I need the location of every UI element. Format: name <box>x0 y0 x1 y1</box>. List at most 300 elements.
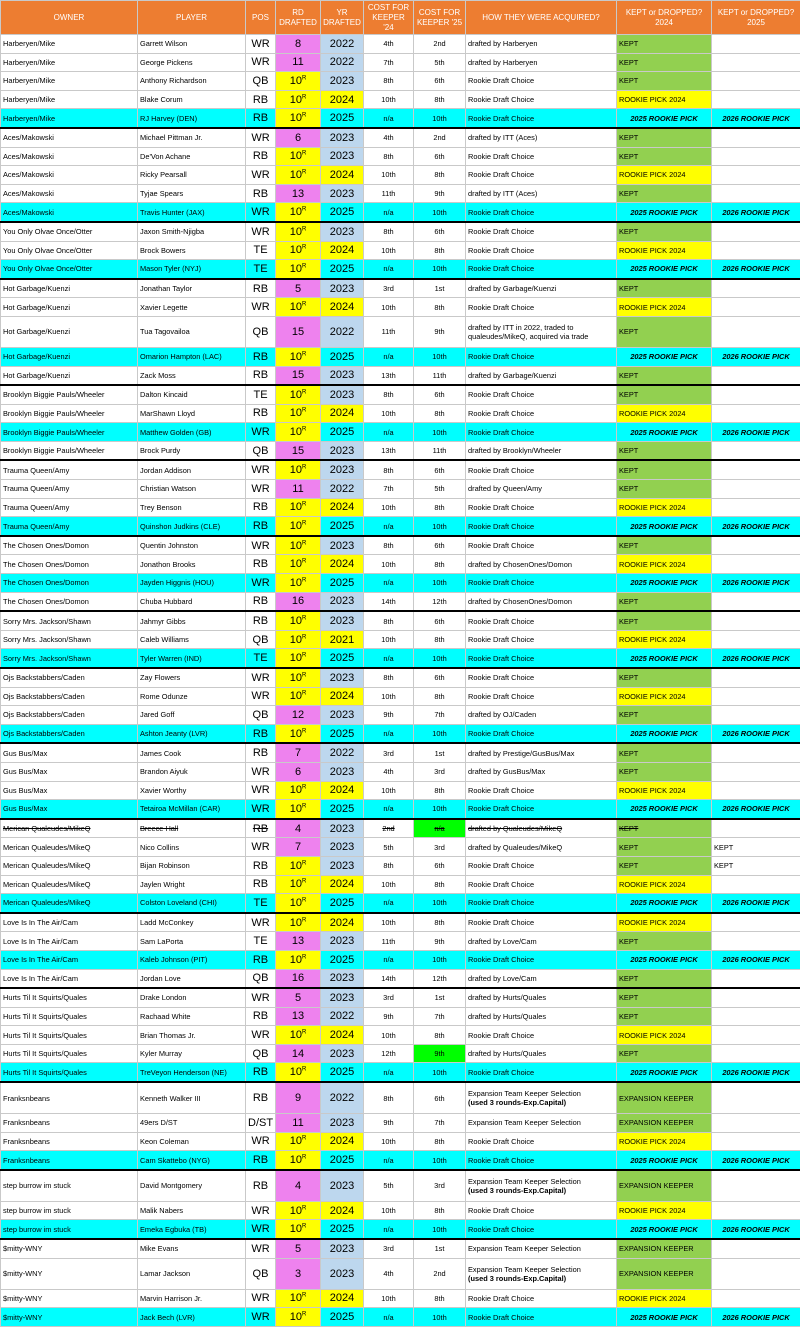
player-cell: Cam Skattebo (NYG) <box>138 1151 246 1170</box>
cost-keeper-24-cell: n/a <box>364 1063 414 1082</box>
table-row <box>1 969 800 988</box>
kept-2025-cell <box>712 460 800 479</box>
kept-2024-cell: ROOKIE PICK 2024 <box>617 498 712 517</box>
rd-value: 10 <box>290 389 302 401</box>
yr-drafted-cell: 2022 <box>321 316 364 347</box>
owner-cell: Trauma Queen/Amy <box>1 460 138 479</box>
table-row <box>1 1063 800 1082</box>
kept-2024-cell: EXPANSION KEEPER <box>617 1082 712 1114</box>
player-cell: Ashton Jeanty (LVR) <box>138 724 246 743</box>
rd-value: 6 <box>295 132 301 144</box>
owner-cell: Aces/Makowski <box>1 147 138 166</box>
kept-2024-cell: KEPT <box>617 222 712 241</box>
kept-2024-cell: ROOKIE PICK 2024 <box>617 241 712 260</box>
cost-keeper-24-cell: n/a <box>364 1308 414 1327</box>
cost-keeper-24-cell: n/a <box>364 517 414 536</box>
rd-drafted-cell <box>276 385 321 404</box>
kept-2025-cell <box>712 706 800 725</box>
how-acquired-text: Rookie Draft Choice <box>468 541 534 550</box>
yr-drafted-cell: 2023 <box>321 969 364 988</box>
cost-keeper-25-cell: 8th <box>414 1026 466 1045</box>
cost-keeper-24-cell: 14th <box>364 969 414 988</box>
rd-value: 10 <box>290 1154 302 1166</box>
owner-cell: Franksnbeans <box>1 1114 138 1133</box>
rookie-superscript: R <box>302 1293 306 1299</box>
how-acquired-cell <box>466 109 617 128</box>
owner-cell: You Only Olvae Once/Otter <box>1 241 138 260</box>
how-acquired-text: Rookie Draft Choice <box>468 390 534 399</box>
yr-drafted-cell: 2023 <box>321 592 364 611</box>
rd-value: 16 <box>292 972 304 984</box>
player-cell: Travis Hunter (JAX) <box>138 203 246 222</box>
kept-2025-cell <box>712 781 800 800</box>
how-acquired-cell <box>466 1289 617 1308</box>
yr-drafted-cell: 2023 <box>321 762 364 781</box>
how-acquired-text: Rookie Draft Choice <box>468 1068 534 1077</box>
player-cell: Nico Collins <box>138 838 246 857</box>
kept-2024-cell: EXPANSION KEEPER <box>617 1114 712 1133</box>
player-cell: Jack Bech (LVR) <box>138 1308 246 1327</box>
cost-keeper-24-cell: 11th <box>364 932 414 951</box>
how-acquired-cell <box>466 913 617 932</box>
cost-keeper-25-cell: 8th <box>414 875 466 894</box>
kept-2025-cell <box>712 385 800 404</box>
cost-keeper-24-cell: 3rd <box>364 1239 414 1258</box>
cost-keeper-25-cell: 5th <box>414 53 466 72</box>
table-row <box>1 1258 800 1289</box>
cost-keeper-25-cell: n/a <box>414 819 466 838</box>
how-acquired-cell <box>466 1258 617 1289</box>
kept-2024-cell: 2025 ROOKIE PICK <box>617 347 712 366</box>
cost-keeper-25-cell: 7th <box>414 706 466 725</box>
kept-2024-cell: 2025 ROOKIE PICK <box>617 260 712 279</box>
cost-keeper-24-cell: 10th <box>364 498 414 517</box>
rd-value: 10 <box>290 263 302 275</box>
cost-keeper-25-cell: 10th <box>414 894 466 913</box>
rd-value: 10 <box>290 94 302 106</box>
kept-2025-cell <box>712 241 800 260</box>
table-row <box>1 1007 800 1026</box>
table-row <box>1 913 800 932</box>
kept-2024-cell: ROOKIE PICK 2024 <box>617 875 712 894</box>
yr-drafted-cell: 2025 <box>321 1220 364 1239</box>
player-cell: TreVeyon Henderson (NE) <box>138 1063 246 1082</box>
player-cell: Anthony Richardson <box>138 72 246 91</box>
table-body <box>1 35 800 1327</box>
table-row <box>1 1170 800 1202</box>
kept-2024-cell: ROOKIE PICK 2024 <box>617 913 712 932</box>
yr-drafted-cell: 2024 <box>321 781 364 800</box>
player-cell: Jordan Addison <box>138 460 246 479</box>
how-acquired-text: Rookie Draft Choice <box>468 409 534 418</box>
rookie-superscript: R <box>302 206 306 212</box>
how-acquired-cell <box>466 90 617 109</box>
kept-2024-cell: 2025 ROOKIE PICK <box>617 517 712 536</box>
player-cell: Sam LaPorta <box>138 932 246 951</box>
player-cell: Tetairoa McMillan (CAR) <box>138 800 246 819</box>
cost-keeper-25-cell: 10th <box>414 724 466 743</box>
cost-keeper-25-cell: 6th <box>414 611 466 630</box>
rd-value: 5 <box>295 992 301 1004</box>
owner-cell: step burrow im stuck <box>1 1220 138 1239</box>
rd-drafted-cell <box>276 203 321 222</box>
table-row <box>1 1114 800 1133</box>
kept-2024-cell: KEPT <box>617 969 712 988</box>
how-acquired-text: Expansion Team Keeper Selection <box>468 1244 581 1253</box>
cost-keeper-24-cell: 11th <box>364 316 414 347</box>
pos-cell: RB <box>246 366 276 385</box>
rd-value: 13 <box>292 1010 304 1022</box>
pos-cell: WR <box>246 203 276 222</box>
table-row <box>1 838 800 857</box>
owner-cell: Harberyen/Mike <box>1 109 138 128</box>
table-row <box>1 555 800 574</box>
kept-2024-cell: KEPT <box>617 184 712 203</box>
how-acquired-text: drafted by Prestige/GusBus/Max <box>468 749 574 758</box>
kept-2025-cell <box>712 1026 800 1045</box>
table-row <box>1 1289 800 1308</box>
table-row <box>1 184 800 203</box>
how-acquired-cell <box>466 781 617 800</box>
how-acquired-text: drafted by GusBus/Max <box>468 767 545 776</box>
owner-cell: Merican Qualeudes/MikeQ <box>1 856 138 875</box>
cost-keeper-24-cell: 5th <box>364 1170 414 1202</box>
how-acquired-cell <box>466 184 617 203</box>
pos-cell: WR <box>246 800 276 819</box>
cost-keeper-25-cell: 10th <box>414 1220 466 1239</box>
cost-keeper-24-cell: 10th <box>364 1132 414 1151</box>
kept-2025-cell: 2026 ROOKIE PICK <box>712 574 800 593</box>
kept-2024-cell: 2025 ROOKIE PICK <box>617 1063 712 1082</box>
owner-cell: Love Is In The Air/Cam <box>1 932 138 951</box>
how-acquired-cell <box>466 1007 617 1026</box>
how-acquired-cell <box>466 819 617 838</box>
cost-keeper-25-cell: 10th <box>414 517 466 536</box>
how-acquired-cell <box>466 838 617 857</box>
rd-value: 10 <box>290 1029 302 1041</box>
rd-value: 12 <box>292 709 304 721</box>
rd-drafted-cell <box>276 762 321 781</box>
rd-drafted-cell <box>276 441 321 460</box>
rookie-superscript: R <box>302 1029 306 1035</box>
cost-keeper-25-cell: 8th <box>414 498 466 517</box>
how-acquired-cell <box>466 1063 617 1082</box>
kept-2024-cell: KEPT <box>617 441 712 460</box>
rd-drafted-cell <box>276 574 321 593</box>
yr-drafted-cell: 2024 <box>321 1289 364 1308</box>
cost-keeper-24-cell: n/a <box>364 574 414 593</box>
cost-keeper-24-cell: 10th <box>364 1201 414 1220</box>
owner-cell: Aces/Makowski <box>1 128 138 147</box>
kept-2024-cell: 2025 ROOKIE PICK <box>617 649 712 668</box>
how-acquired-cell <box>466 166 617 185</box>
cost-keeper-25-cell: 9th <box>414 184 466 203</box>
yr-drafted-header: YR DRAFTED <box>321 1 364 35</box>
rookie-superscript: R <box>302 113 306 119</box>
yr-drafted-cell: 2022 <box>321 35 364 54</box>
cost-keeper-24-cell: 8th <box>364 611 414 630</box>
table-row <box>1 53 800 72</box>
rd-value: 10 <box>290 501 302 513</box>
kept-2024-cell: KEPT <box>617 147 712 166</box>
pos-cell: RB <box>246 1151 276 1170</box>
table-row <box>1 743 800 762</box>
how-acquired-cell <box>466 441 617 460</box>
how-acquired-text: drafted by ChosenOnes/Domon <box>468 597 572 606</box>
rd-value: 13 <box>292 935 304 947</box>
kept-2025-cell: 2026 ROOKIE PICK <box>712 260 800 279</box>
how-acquired-cell <box>466 423 617 442</box>
rd-drafted-cell <box>276 1258 321 1289</box>
rookie-superscript: R <box>302 672 306 678</box>
how-acquired-text: Rookie Draft Choice <box>468 1313 534 1322</box>
kept-2024-cell: 2025 ROOKIE PICK <box>617 574 712 593</box>
cost-keeper-24-cell: n/a <box>364 347 414 366</box>
kept-2024-cell: 2025 ROOKIE PICK <box>617 800 712 819</box>
kept-2025-cell <box>712 316 800 347</box>
rookie-superscript: R <box>302 1224 306 1230</box>
cost-keeper-25-cell: 11th <box>414 366 466 385</box>
pos-cell: WR <box>246 1026 276 1045</box>
how-acquired-text: Rookie Draft Choice <box>468 76 534 85</box>
how-acquired-cell <box>466 460 617 479</box>
how-acquired-cell <box>466 35 617 54</box>
pos-cell: WR <box>246 781 276 800</box>
kept-2025-cell <box>712 441 800 460</box>
rd-value: 10 <box>290 577 302 589</box>
yr-drafted-cell: 2024 <box>321 555 364 574</box>
rd-drafted-cell <box>276 184 321 203</box>
cost-keeper-24-cell: n/a <box>364 109 414 128</box>
owner-cell: The Chosen Ones/Domon <box>1 574 138 593</box>
pos-cell: WR <box>246 1132 276 1151</box>
how-acquired-text: Expansion Team Keeper Selection <box>468 1118 581 1127</box>
kept-2024-cell: KEPT <box>617 743 712 762</box>
cost-keeper-24-cell: n/a <box>364 1151 414 1170</box>
how-acquired-text: Rookie Draft Choice <box>468 1156 534 1165</box>
how-acquired-text: drafted by OJ/Caden <box>468 710 536 719</box>
rd-drafted-cell <box>276 222 321 241</box>
kept-2025-cell <box>712 630 800 649</box>
yr-drafted-cell: 2025 <box>321 517 364 536</box>
player-cell: Drake London <box>138 988 246 1007</box>
player-cell: Bijan Robinson <box>138 856 246 875</box>
rd-drafted-cell <box>276 913 321 932</box>
cost-keeper-25-cell: 3rd <box>414 838 466 857</box>
kept-2025-cell: 2026 ROOKIE PICK <box>712 950 800 969</box>
rd-drafted-cell <box>276 366 321 385</box>
how-acquired-cell <box>466 347 617 366</box>
table-row <box>1 480 800 499</box>
player-cell: George Pickens <box>138 53 246 72</box>
table-row <box>1 1220 800 1239</box>
owner-cell: $mitty-WNY <box>1 1308 138 1327</box>
cost-keeper-25-cell: 7th <box>414 1114 466 1133</box>
how-acquired-cell <box>466 203 617 222</box>
player-cell: Dalton Kincaid <box>138 385 246 404</box>
rd-value: 10 <box>290 244 302 256</box>
cost-keeper-25-cell: 10th <box>414 1308 466 1327</box>
yr-drafted-cell: 2021 <box>321 630 364 649</box>
player-cell: Xavier Worthy <box>138 781 246 800</box>
pos-header: POS <box>246 1 276 35</box>
rd-drafted-cell <box>276 404 321 423</box>
rd-drafted-cell <box>276 988 321 1007</box>
how-acquired-cell <box>466 1132 617 1151</box>
yr-drafted-cell: 2024 <box>321 90 364 109</box>
kept-2024-cell: ROOKIE PICK 2024 <box>617 781 712 800</box>
cost-keeper-25-cell: 6th <box>414 222 466 241</box>
rd-drafted-cell <box>276 1007 321 1026</box>
kept-2025-cell <box>712 611 800 630</box>
yr-drafted-cell: 2025 <box>321 1063 364 1082</box>
kept-2025-cell <box>712 762 800 781</box>
yr-drafted-cell: 2025 <box>321 649 364 668</box>
owner-cell: Merican Qualeudes/MikeQ <box>1 838 138 857</box>
yr-drafted-cell: 2025 <box>321 260 364 279</box>
how-acquired-text: Expansion Team Keeper Selection <box>468 1265 581 1274</box>
owner-cell: step burrow im stuck <box>1 1170 138 1202</box>
pos-cell: TE <box>246 932 276 951</box>
rd-value: 10 <box>290 672 302 684</box>
cost-keeper-25-cell: 10th <box>414 260 466 279</box>
how-acquired-text: drafted by ITT (Aces) <box>468 189 537 198</box>
how-acquired-cell <box>466 1151 617 1170</box>
cost-keeper-24-cell: n/a <box>364 260 414 279</box>
pos-cell: RB <box>246 724 276 743</box>
owner-cell: Franksnbeans <box>1 1082 138 1114</box>
owner-cell: You Only Olvae Once/Otter <box>1 260 138 279</box>
owner-cell: Hurts Til It Squirts/Quales <box>1 1026 138 1045</box>
table-row <box>1 147 800 166</box>
how-acquired-text: Rookie Draft Choice <box>468 466 534 475</box>
pos-cell: RB <box>246 1007 276 1026</box>
how-acquired-cell <box>466 932 617 951</box>
yr-drafted-cell: 2023 <box>321 184 364 203</box>
rd-drafted-cell <box>276 480 321 499</box>
how-acquired-cell <box>466 1026 617 1045</box>
owner-cell: Merican Qualeudes/MikeQ <box>1 819 138 838</box>
player-cell: 49ers D/ST <box>138 1114 246 1133</box>
owner-cell: Hot Garbage/Kuenzi <box>1 316 138 347</box>
rookie-superscript: R <box>302 94 306 100</box>
owner-cell: Hurts Til It Squirts/Quales <box>1 1044 138 1063</box>
cost-keeper-25-cell: 12th <box>414 969 466 988</box>
rd-value: 10 <box>290 540 302 552</box>
rd-drafted-cell <box>276 53 321 72</box>
kept-2025-cell <box>712 366 800 385</box>
cost-keeper-24-cell: n/a <box>364 423 414 442</box>
kept-2024-cell: KEPT <box>617 460 712 479</box>
yr-drafted-cell: 2025 <box>321 574 364 593</box>
rd-drafted-cell <box>276 969 321 988</box>
cost-keeper-25-cell: 8th <box>414 630 466 649</box>
kept-2024-cell: 2025 ROOKIE PICK <box>617 724 712 743</box>
player-cell: Rome Odunze <box>138 687 246 706</box>
how-acquired-cell <box>466 950 617 969</box>
how-acquired-text: drafted by Qualeudes/MikeQ <box>468 824 562 833</box>
rd-value: 10 <box>290 1066 302 1078</box>
rd-drafted-cell <box>276 517 321 536</box>
rookie-superscript: R <box>302 226 306 232</box>
player-cell: Zack Moss <box>138 366 246 385</box>
owner-header: OWNER <box>1 1 138 35</box>
how-acquired-text: Expansion Team Keeper Selection <box>468 1089 581 1098</box>
table-row <box>1 423 800 442</box>
cost-keeper-25-cell: 10th <box>414 203 466 222</box>
cost-keeper-24-cell: 3rd <box>364 743 414 762</box>
kept-2024-cell: 2025 ROOKIE PICK <box>617 109 712 128</box>
cost-keeper-24-cell: 9th <box>364 1007 414 1026</box>
how-acquired-text: Rookie Draft Choice <box>468 352 534 361</box>
rookie-superscript: R <box>302 169 306 175</box>
cost-keeper-25-cell: 8th <box>414 1289 466 1308</box>
cost-keeper-25-cell: 3rd <box>414 1170 466 1202</box>
owner-cell: $mitty-WNY <box>1 1239 138 1258</box>
how-acquired-cell <box>466 592 617 611</box>
table-row <box>1 819 800 838</box>
owner-cell: Ojs Backstabbers/Caden <box>1 687 138 706</box>
kept-2025-cell <box>712 166 800 185</box>
cost-keeper-25-cell: 8th <box>414 687 466 706</box>
pos-cell: TE <box>246 649 276 668</box>
rd-value: 10 <box>290 351 302 363</box>
rd-drafted-cell <box>276 932 321 951</box>
owner-cell: Gus Bus/Max <box>1 781 138 800</box>
table-row <box>1 241 800 260</box>
yr-drafted-cell: 2023 <box>321 385 364 404</box>
table-row <box>1 1132 800 1151</box>
pos-cell: WR <box>246 35 276 54</box>
cost-keeper-24-cell: 13th <box>364 441 414 460</box>
kept-2025-cell <box>712 298 800 317</box>
rd-value: 10 <box>290 897 302 909</box>
how-acquired-text: drafted by Queen/Amy <box>468 484 542 493</box>
player-cell: Christian Watson <box>138 480 246 499</box>
pos-cell: RB <box>246 1170 276 1202</box>
kept-2025-cell <box>712 1044 800 1063</box>
rookie-superscript: R <box>302 1154 306 1160</box>
how-acquired-text: Rookie Draft Choice <box>468 95 534 104</box>
rd-drafted-cell <box>276 856 321 875</box>
cost-keeper-24-cell: 8th <box>364 222 414 241</box>
table-row <box>1 109 800 128</box>
yr-drafted-cell: 2023 <box>321 819 364 838</box>
kept-2025-cell <box>712 875 800 894</box>
yr-drafted-cell: 2025 <box>321 423 364 442</box>
yr-drafted-cell: 2023 <box>321 1114 364 1133</box>
player-cell: Tua Tagovailoa <box>138 316 246 347</box>
pos-cell: RB <box>246 875 276 894</box>
cost-keeper-24-cell: 8th <box>364 460 414 479</box>
rd-value: 10 <box>290 784 302 796</box>
yr-drafted-cell: 2022 <box>321 743 364 762</box>
table-row <box>1 35 800 54</box>
kept-2024-cell: ROOKIE PICK 2024 <box>617 555 712 574</box>
how-acquired-text: Rookie Draft Choice <box>468 1206 534 1215</box>
yr-drafted-cell: 2024 <box>321 298 364 317</box>
cost-keeper-25-cell: 9th <box>414 316 466 347</box>
player-cell: Jonathon Brooks <box>138 555 246 574</box>
rd-drafted-cell <box>276 743 321 762</box>
yr-drafted-cell: 2023 <box>321 1170 364 1202</box>
how-acquired-cell <box>466 1239 617 1258</box>
rookie-superscript: R <box>302 879 306 885</box>
cost-keeper-24-cell: 8th <box>364 1082 414 1114</box>
pos-cell: RB <box>246 147 276 166</box>
rookie-superscript: R <box>302 1311 306 1317</box>
cost-keeper-25-cell: 10th <box>414 347 466 366</box>
